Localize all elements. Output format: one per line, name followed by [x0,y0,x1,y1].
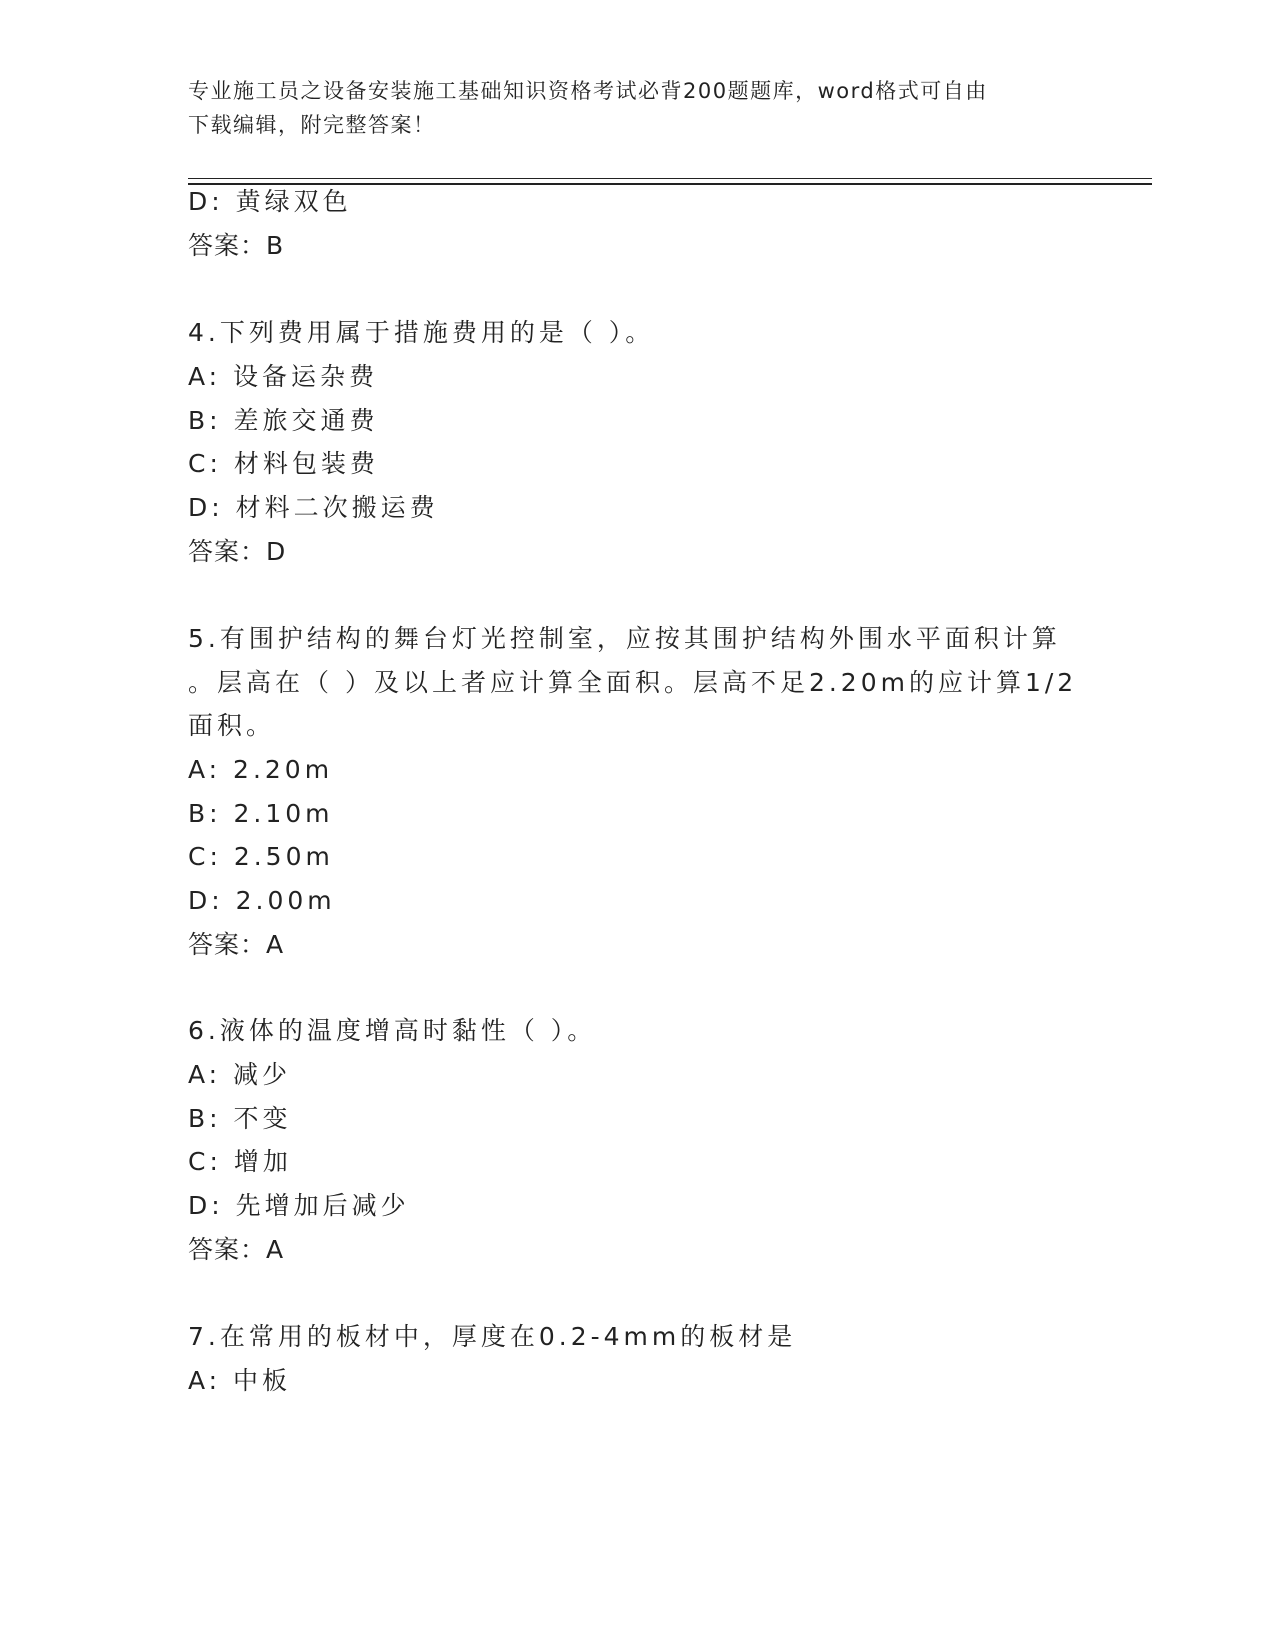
q5-option-d: D: 2.00m [188,886,336,915]
q3-option-d: D: 黄绿双色 [188,187,352,216]
q4-option-b: B: 差旅交通费 [188,406,379,435]
q5-stem-line-3: 面积。 [188,711,276,740]
q5-stem-line-1: 5.有围护结构的舞台灯光控制室，应按其围护结构外围水平面积计算 [188,624,1061,653]
header-divider-thin [188,178,1152,179]
q6-option-b: B: 不变 [188,1104,292,1133]
q4-option-a: A: 设备运杂费 [188,362,379,391]
document-header [188,74,1068,142]
q5-option-a: A: 2.20m [188,755,334,784]
q5-answer: 答案：A [188,930,285,959]
q5-option-b: B: 2.10m [188,799,334,828]
q6-answer: 答案：A [188,1235,285,1264]
q4-option-c: C: 材料包装费 [188,449,379,478]
header-title-line-2: 下载编辑，附完整答案！ [188,113,436,137]
q6-stem: 6.液体的温度增高时黏性（ ）。 [188,1016,597,1045]
q4-option-d: D: 材料二次搬运费 [188,493,439,522]
q5-stem-line-2: 。层高在（ ）及以上者应计算全面积。层高不足2.20m的应计算1/2 [188,668,1078,697]
q7-stem: 7.在常用的板材中，厚度在0.2-4mm的板材是 [188,1322,797,1351]
q3-answer: 答案：B [188,231,285,260]
q4-stem: 4.下列费用属于措施费用的是（ ）。 [188,318,655,347]
q5-option-c: C: 2.50m [188,842,334,871]
header-title-line-1: 专业施工员之设备安装施工基础知识资格考试必背200题题库，word格式可自由 [188,79,988,103]
q7-option-a: A: 中板 [188,1366,292,1395]
q6-option-d: D: 先增加后减少 [188,1191,410,1220]
q6-option-a: A: 减少 [188,1060,292,1089]
q4-answer: 答案：D [188,537,287,566]
q6-option-c: C: 增加 [188,1147,292,1176]
